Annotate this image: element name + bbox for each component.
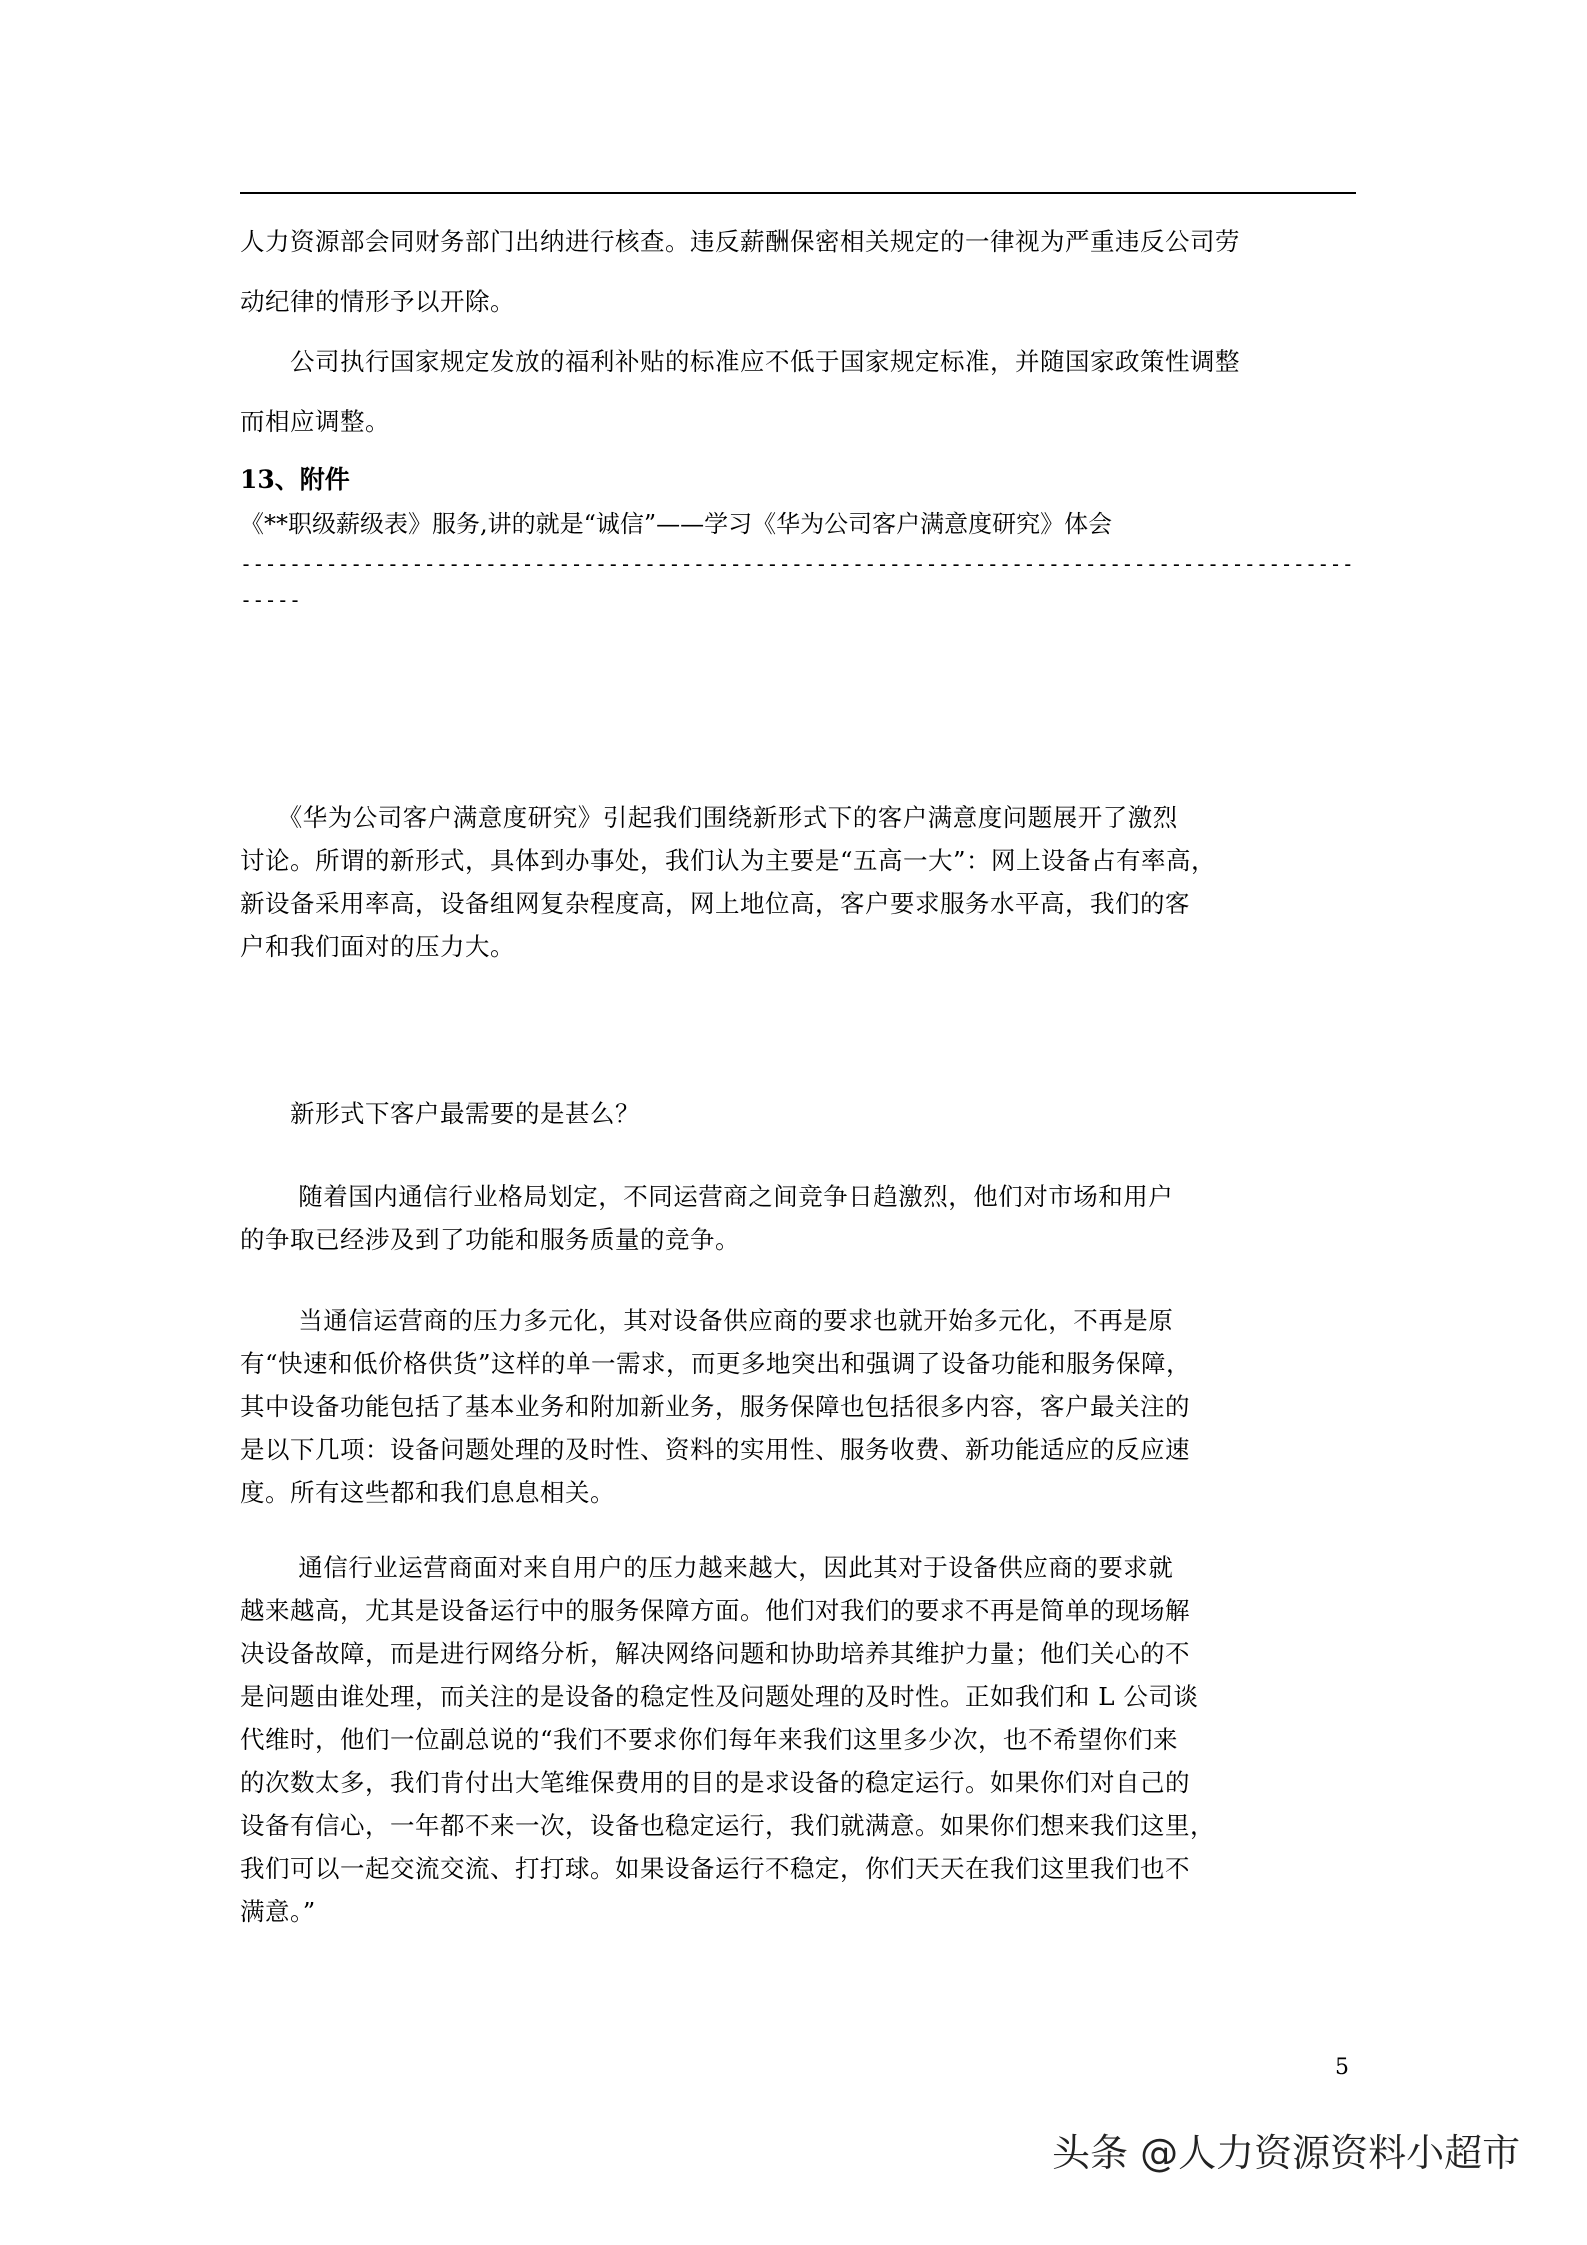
text-line: 户和我们面对的压力大。 [240,932,515,961]
page-number: 5 [1335,2055,1349,2080]
text-line: 有“快速和低价格供货”这样的单一需求，而更多地突出和强调了设备功能和服务保障， [240,1349,1192,1378]
text-line: 我们可以一起交流交流、打打球。如果设备运行不稳定，你们天天在我们这里我们也不 [240,1854,1190,1883]
dash-separator [240,546,1356,618]
text-line: 动纪律的情形予以开除。 [240,287,515,316]
text-line: 讨论。所谓的新形式，具体到办事处，我们认为主要是“五高一大”：网上设备占有率高， [240,846,1217,875]
attachment-title-line: 《**职级薪级表》服务,讲的就是“诚信”——学习《华为公司客户满意度研究》体会 [240,510,1113,538]
dash-line: ------------------------------------------------------------------------------------------- [240,552,1354,576]
section-heading-attachment: 13、附件 [240,465,350,494]
text-line: 满意。” [240,1897,316,1926]
text-line: 人力资源部会同财务部门出纳进行核查。违反薪酬保密相关规定的一律视为严重违反公司劳 [240,227,1240,256]
text-line: 随着国内通信行业格局划定，不同运营商之间竞争日趋激烈，他们对市场和用户 [240,1182,1174,1211]
paragraph-welfare-subsidy [240,332,1356,452]
paragraph-operator-pressure [240,1299,1356,1514]
paragraph-service-guarantee [240,1546,1356,1933]
text-line: 越来越高，尤其是设备运行中的服务保障方面。他们对我们的要求不再是简单的现场解 [240,1596,1190,1625]
header-divider [240,192,1356,194]
text-line: 而相应调整。 [240,407,390,436]
paragraph-salary-confidentiality [240,212,1356,332]
text-line: 是问题由谁处理，而关注的是设备的稳定性及问题处理的及时性。正如我们和 L 公司谈 [240,1682,1199,1711]
text-line: 的争取已经涉及到了功能和服务质量的竞争。 [240,1225,740,1254]
text-line: 是以下几项：设备问题处理的及时性、资料的实用性、服务收费、新功能适应的反应速 [240,1435,1190,1464]
paragraph-competition [240,1175,1356,1261]
watermark: 头条 @人力资源资料小超市 [1052,2131,1521,2175]
dash-line: ----- [240,588,302,612]
text-line: 公司执行国家规定发放的福利补贴的标准应不低于国家规定标准，并随国家政策性调整 [240,347,1240,376]
text-line: 度。所有这些都和我们息息相关。 [240,1478,615,1507]
paragraph-huawei-study-intro [240,796,1356,968]
text-line: 决设备故障，而是进行网络分析，解决网络问题和协助培养其维护力量；他们关心的不 [240,1639,1190,1668]
text-line: 其中设备功能包括了基本业务和附加新业务，服务保障也包括很多内容，客户最关注的 [240,1392,1190,1421]
text-line: 通信行业运营商面对来自用户的压力越来越大，因此其对于设备供应商的要求就 [240,1553,1174,1582]
text-line: 当通信运营商的压力多元化，其对设备供应商的要求也就开始多元化，不再是原 [240,1306,1174,1335]
text-line: 代维时，他们一位副总说的“我们不要求你们每年来我们这里多少次，也不希望你们来 [240,1725,1179,1754]
text-line: 新设备采用率高，设备组网复杂程度高，网上地位高，客户要求服务水平高，我们的客 [240,889,1190,918]
text-line: 新形式下客户最需要的是甚么？ [240,1099,640,1128]
text-line: 设备有信心，一年都不来一次，设备也稳定运行，我们就满意。如果你们想来我们这里， [240,1811,1215,1840]
text-line: 的次数太多，我们肯付出大笔维保费用的目的是求设备的稳定运行。如果你们对自己的 [240,1768,1190,1797]
text-line: 《华为公司客户满意度研究》引起我们围绕新形式下的客户满意度问题展开了激烈 [240,803,1178,832]
question-heading [240,1094,1356,1134]
